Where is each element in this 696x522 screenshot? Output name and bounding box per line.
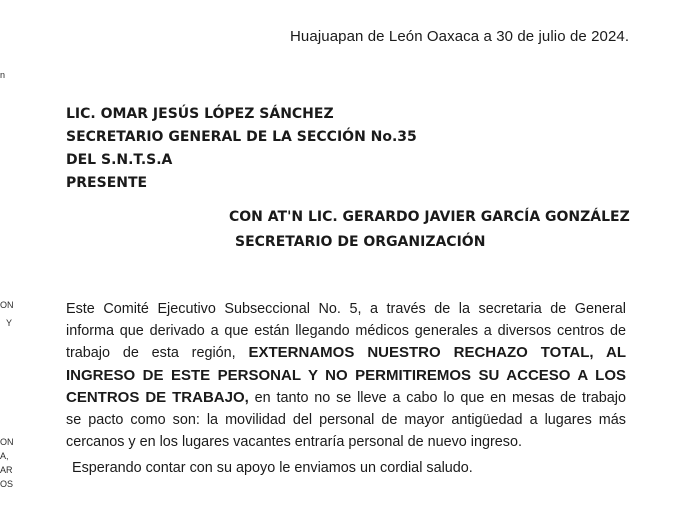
attention-block [229, 205, 630, 255]
attention-role: SECRETARIO DE ORGANIZACIÓN [235, 234, 486, 250]
left-margin-fragment: Y [6, 318, 13, 328]
addressee-block [66, 103, 417, 195]
left-margin-fragment: n [0, 70, 6, 80]
date-line: Huajuapan de León Oaxaca a 30 de julio de 2024. [290, 28, 630, 45]
addressee-name: LIC. OMAR JESÚS LÓPEZ SÁNCHEZ [66, 106, 334, 122]
letter-body [66, 298, 626, 453]
left-margin-fragment: OS [0, 479, 14, 489]
body-line [66, 342, 626, 364]
body-text-emphasis: CENTROS DE TRABAJO, [66, 388, 249, 406]
body-line: se pacto como son: la movilidad del personal de mayor antigüedad a lugares más [66, 411, 626, 428]
left-margin-fragment: ON [0, 437, 14, 447]
body-text-emphasis: EXTERNAMOS NUESTRO RECHAZO TOTAL, AL [248, 344, 626, 362]
attention-line: CON AT'N LIC. GERARDO JAVIER GARCÍA GONZÁLEZ [229, 209, 630, 225]
body-line: cercanos y en los lugares vacantes entraría personal de nuevo ingreso. [66, 434, 522, 451]
body-text-plain: trabajo de esta región, [66, 345, 249, 362]
body-text-plain: en tanto no se lleve a cabo lo que en mesas de trabajo [248, 389, 626, 406]
closing-line: Esperando contar con su apoyo le enviamos un cordial saludo. [72, 460, 473, 476]
body-text-emphasis: INGRESO DE ESTE PERSONAL Y NO PERMITIREMOS SU ACCESO A LOS [66, 366, 626, 384]
addressee-salutation: PRESENTE [66, 175, 148, 191]
left-margin-fragment: ON [0, 300, 14, 310]
left-margin-fragment: AR [0, 465, 13, 475]
addressee-role: SECRETARIO GENERAL DE LA SECCIÓN No.35 [66, 129, 417, 145]
addressee-org: DEL S.N.T.S.A [66, 152, 173, 168]
body-line [66, 365, 626, 387]
body-line: Este Comité Ejecutivo Subseccional No. 5, a través de la secretaria de General [66, 301, 626, 317]
left-margin-fragment: A, [0, 451, 9, 461]
body-line: informa que derivado a que están llegando médicos generales a diversos centros de [66, 323, 626, 340]
body-line [66, 387, 626, 409]
